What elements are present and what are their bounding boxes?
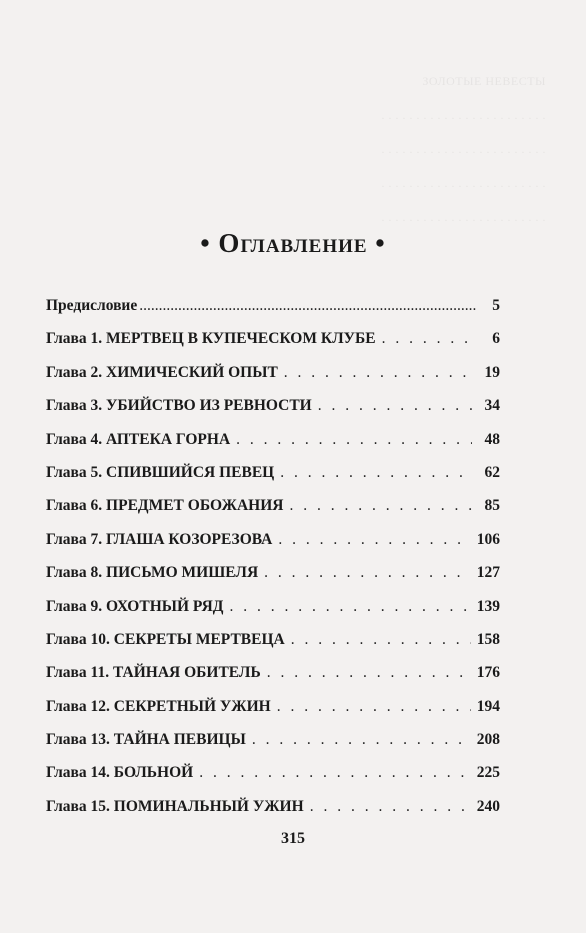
toc-entry[interactable] xyxy=(46,764,500,797)
toc-entry-title: Глава 11. ТАЙНАЯ ОБИТЕЛЬ xyxy=(46,664,261,682)
toc-entry[interactable] xyxy=(46,464,500,497)
leader-dots xyxy=(284,364,472,382)
toc-entry[interactable] xyxy=(46,631,500,664)
toc-entry-page: 225 xyxy=(476,764,500,782)
leader-dots xyxy=(291,631,471,649)
leader-dots xyxy=(199,764,471,782)
toc-entry-page: 106 xyxy=(476,530,500,548)
toc-entry[interactable] xyxy=(46,598,500,631)
toc-entry[interactable] xyxy=(46,664,500,697)
leader-dots xyxy=(289,497,472,515)
leader-dots xyxy=(236,431,472,449)
leader-dots xyxy=(278,531,470,549)
toc-entry[interactable] xyxy=(46,564,500,597)
leader-dots xyxy=(318,397,472,415)
toc-entry-title: Глава 15. ПОМИНАЛЬНЫЙ УЖИН xyxy=(46,797,304,815)
toc-entry-page: 208 xyxy=(476,731,500,749)
leader-dots xyxy=(382,330,472,348)
toc-entry[interactable] xyxy=(46,431,500,464)
table-of-contents xyxy=(46,297,500,831)
leader-dots xyxy=(229,598,470,616)
page-title: • Оглавление • xyxy=(200,228,386,258)
toc-entry-page: 176 xyxy=(476,664,500,682)
leader-dots xyxy=(267,664,471,682)
leader-dots xyxy=(277,698,471,716)
toc-entry-page: 139 xyxy=(476,597,500,615)
toc-entry-title: Глава 9. ОХОТНЫЙ РЯД xyxy=(46,597,224,615)
toc-entry-page: 6 xyxy=(492,330,500,348)
toc-entry-page: 240 xyxy=(476,797,500,815)
toc-entry-title: Глава 4. АПТЕКА ГОРНА xyxy=(46,430,231,448)
toc-entry-page: 34 xyxy=(484,397,500,415)
leader-dots xyxy=(280,464,472,482)
toc-entry[interactable] xyxy=(46,798,500,831)
toc-entry-page: 5 xyxy=(492,297,500,314)
toc-entry-title: Глава 10. СЕКРЕТЫ МЕРТВЕЦА xyxy=(46,630,285,648)
toc-entry[interactable] xyxy=(46,364,500,397)
toc-entry-title: Глава 2. ХИМИЧЕСКИЙ ОПЫТ xyxy=(46,363,278,381)
leader-dots xyxy=(264,564,471,582)
toc-entry-title: Глава 3. УБИЙСТВО ИЗ РЕВНОСТИ xyxy=(46,397,312,415)
page-number: 315 xyxy=(281,830,305,847)
leader-dots xyxy=(310,798,471,816)
toc-entry-title: Глава 7. ГЛАША КОЗОРЕЗОВА xyxy=(46,530,273,548)
toc-entry-page: 85 xyxy=(484,497,500,515)
toc-entry-title: Глава 13. ТАЙНА ПЕВИЦЫ xyxy=(46,731,246,749)
toc-entry[interactable] xyxy=(46,731,500,764)
leader-dots xyxy=(252,731,471,749)
toc-entry-title: Глава 12. СЕКРЕТНЫЙ УЖИН xyxy=(46,697,271,715)
toc-entry-page: 62 xyxy=(484,463,500,481)
toc-entry[interactable] xyxy=(46,397,500,430)
toc-entry[interactable] xyxy=(46,330,500,363)
show-through-text: ЗОЛОТЫЕ НЕВЕСТЫ . . . . . . . . . . . . . . . . . . . . . . . . . . . . . . . . . . . . . . . . . . . . . . . . . . . . . . . . . . . . . . . . . . . . . . . . . . . . . . . . . . . . . . . . . . . . . . . . xyxy=(381,74,546,224)
toc-entry-title: Глава 8. ПИСЬМО МИШЕЛЯ xyxy=(46,564,259,582)
toc-entry[interactable] xyxy=(46,698,500,731)
toc-entry[interactable] xyxy=(46,497,500,530)
toc-entry-page: 48 xyxy=(484,430,500,448)
toc-entry-page: 19 xyxy=(484,363,500,381)
toc-entry-title: Глава 6. ПРЕДМЕТ ОБОЖАНИЯ xyxy=(46,497,284,515)
toc-entry-page: 127 xyxy=(476,564,500,582)
toc-entry-title: Предисловие xyxy=(46,297,138,314)
toc-entry-title: Глава 1. МЕРТВЕЦ В КУПЕЧЕСКОМ КЛУБЕ xyxy=(46,330,376,348)
toc-entry-page: 158 xyxy=(476,630,500,648)
toc-entry[interactable] xyxy=(46,297,500,330)
toc-entry-title: Глава 14. БОЛЬНОЙ xyxy=(46,764,194,782)
leader-dots xyxy=(139,297,476,315)
toc-entry[interactable] xyxy=(46,531,500,564)
toc-entry-title: Глава 5. СПИВШИЙСЯ ПЕВЕЦ xyxy=(46,463,275,481)
toc-entry-page: 194 xyxy=(476,697,500,715)
